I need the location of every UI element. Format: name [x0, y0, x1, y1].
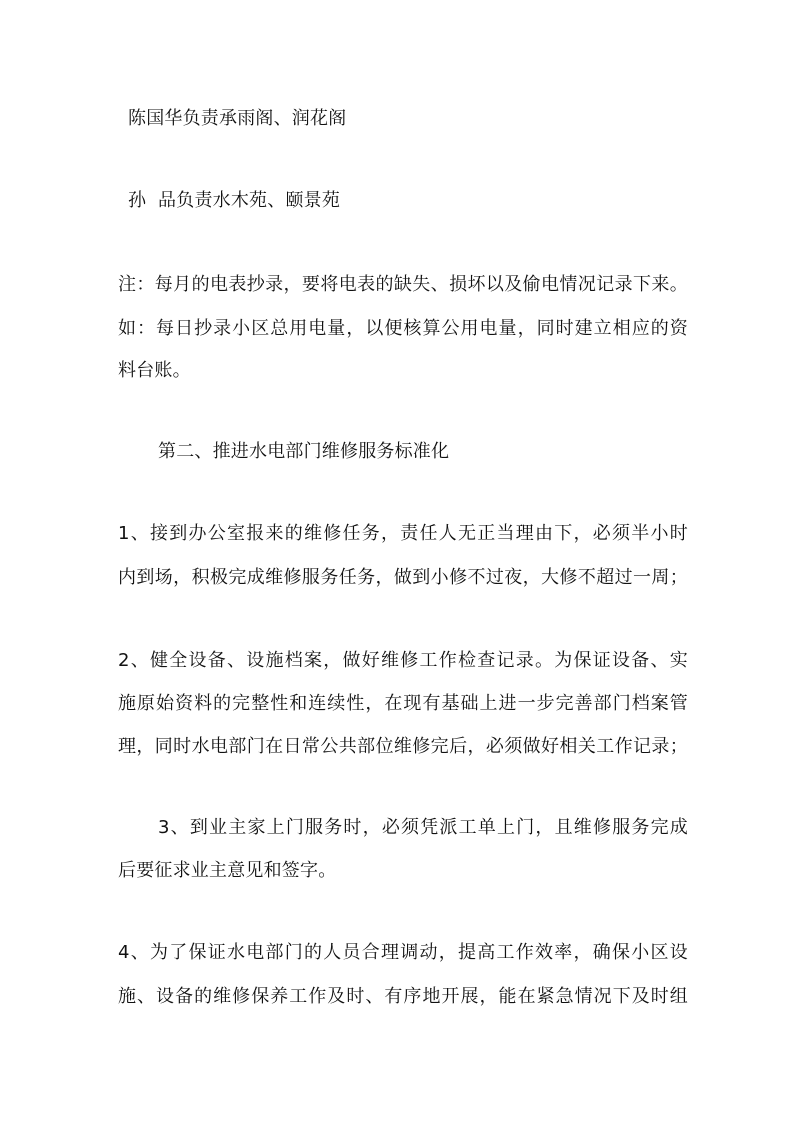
item-2-line-2: 施原始资料的完整性和连续性，在现有基础上进一步完善部门档案管 — [118, 693, 688, 714]
item-2-line-3: 理，同时水电部门在日常公共部位维修完后，必须做好相关工作记录； — [118, 736, 688, 757]
note-line-2: 如：每日抄录小区总用电量，以便核算公用电量，同时建立相应的资 — [118, 318, 688, 339]
section-title: 第二、推进水电部门维修服务标准化 — [158, 441, 450, 462]
assignment-line-2: 孙 品负责水木苑、颐景苑 — [128, 190, 341, 211]
item-4-line-1: 4、为了保证水电部门的人员合理调动，提高工作效率，确保小区设 — [118, 942, 688, 963]
item-1-line-1: 1、接到办公室报来的维修任务，责任人无正当理由下，必须半小时 — [118, 523, 688, 544]
note-line-3: 料台账。 — [118, 360, 191, 381]
assignment-line-1: 陈国华负责承雨阁、润花阁 — [128, 108, 347, 129]
note-line-1: 注：每月的电表抄录，要将电表的缺失、损坏以及偷电情况记录下来。 — [118, 274, 688, 295]
item-3-line-1: 3、到业主家上门服务时，必须凭派工单上门，且维修服务完成 — [158, 817, 688, 838]
item-1-line-2: 内到场，积极完成维修服务任务，做到小修不过夜，大修不超过一周； — [118, 567, 688, 588]
item-3-line-2: 后要征求业主意见和签字。 — [118, 860, 337, 881]
item-4-line-2: 施、设备的维修保养工作及时、有序地开展，能在紧急情况下及时组 — [118, 986, 688, 1007]
item-2-line-1: 2、健全设备、设施档案，做好维修工作检查记录。为保证设备、实 — [118, 650, 688, 671]
